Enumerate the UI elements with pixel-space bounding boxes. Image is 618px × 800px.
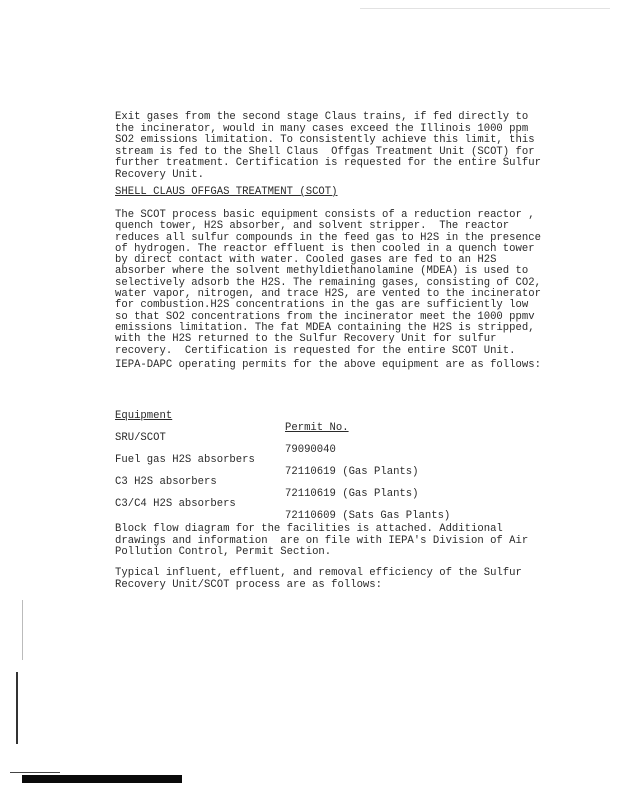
section-heading: SHELL CLAUS OFFGAS TREATMENT (SCOT) [115, 186, 338, 198]
text-line: IEPA-DAPC operating permits for the above equipment are as follows: [115, 359, 541, 371]
text-line: The SCOT process basic equipment consists of a reduction reactor , [115, 209, 535, 221]
scan-edge-bottom-bar [22, 775, 182, 783]
paragraph-typical-influent [115, 568, 535, 591]
header-permit: Permit No. [285, 422, 349, 434]
scan-edge-left [16, 672, 18, 744]
equipment-cell: C3 H2S absorbers [115, 476, 217, 488]
text-line: SO2 emissions limitation. To consistently achieve this limit, this [115, 134, 535, 147]
permit-table [115, 398, 535, 522]
equipment-cell: Fuel gas H2S absorbers [115, 454, 255, 466]
scan-edge-left-faint [22, 600, 23, 660]
text-line: Exit gases from the second stage Claus trains, if fed directly to [115, 111, 529, 123]
text-line: reduces all sulfur compounds in the feed gas to H2S in the presence [115, 231, 541, 244]
scan-edge-top [360, 8, 610, 9]
table-row [115, 464, 535, 500]
table-row [115, 486, 535, 522]
table-header-row [115, 398, 535, 434]
text-line: recovery. Certification is requested for the entire SCOT Unit. [115, 344, 516, 357]
header-equipment: Equipment [115, 410, 173, 422]
paragraph-exit-gases [115, 111, 541, 182]
text-line: the incinerator, would in many cases exceed the Illinois 1000 ppm [115, 122, 529, 135]
text-line: water vapor, nitrogen, and trace H2S, are vented to the incinerator [115, 288, 541, 301]
text-line: by direct contact with water. Cooled gases are fed to an H2S [115, 254, 497, 267]
text-line: for combustion.H2S concentrations in the gas are sufficiently low [115, 299, 529, 312]
text-line: quench tower, H2S absorber, and solvent stripper. The reactor [115, 220, 510, 233]
permit-cell: 72110619 (Gas Plants) [285, 488, 419, 500]
text-line: Block flow diagram for the facilities is attached. Additional [115, 523, 503, 535]
text-line: Recovery Unit. [115, 168, 205, 181]
equipment-cell: SRU/SCOT [115, 432, 166, 444]
permit-cell: 72110609 (Sats Gas Plants) [285, 510, 451, 522]
paragraph-permits-intro [115, 359, 541, 372]
scan-edge-bottom-thin [10, 772, 60, 773]
text-line: absorber where the solvent methyldiethanolamine (MDEA) is used to [115, 265, 529, 278]
text-line: so that SO2 concentrations from the incinerator meet the 1000 ppmv [115, 310, 535, 323]
text-line: Recovery Unit/SCOT process are as follows: [115, 578, 383, 591]
text-line: selectively adsorb the H2S. The remaining gases, consisting of CO2, [115, 276, 541, 289]
text-line: emissions limitation. The fat MDEA containing the H2S is stripped, [115, 321, 535, 334]
equipment-cell: C3/C4 H2S absorbers [115, 498, 236, 510]
text-line: further treatment. Certification is requested for the entire Sulfur [115, 157, 541, 170]
text-line: Pollution Control, Permit Section. [115, 546, 332, 559]
table-row [115, 442, 535, 478]
text-line: Typical influent, effluent, and removal efficiency of the Sulfur [115, 567, 522, 579]
text-line: drawings and information are on file with IEPA's Division of Air [115, 534, 529, 547]
permit-cell: 79090040 [285, 444, 336, 456]
text-line: stream is fed to the Shell Claus Offgas Treatment Unit (SCOT) for [115, 145, 535, 158]
paragraph-block-flow [115, 524, 535, 559]
text-line: of hydrogen. The reactor effluent is then cooled in a quench tower [115, 242, 535, 255]
text-line: with the H2S returned to the Sulfur Recovery Unit for sulfur [115, 333, 497, 346]
table-row [115, 420, 535, 456]
permit-cell: 72110619 (Gas Plants) [285, 466, 419, 478]
paragraph-scot-process [115, 209, 541, 357]
